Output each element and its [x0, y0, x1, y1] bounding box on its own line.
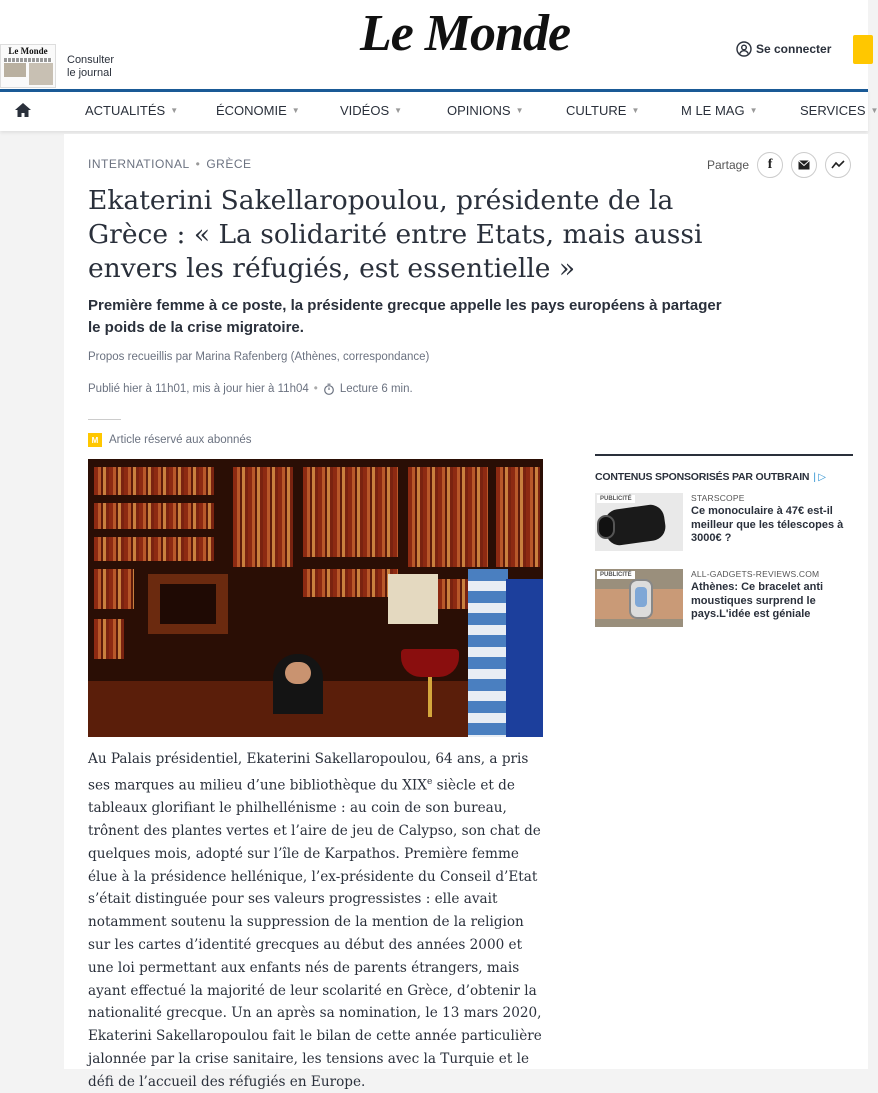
nav-label: ÉCONOMIE	[216, 103, 287, 118]
article-description: Première femme à ce poste, la présidente grecque appelle les pays européens à partager le poids de la crise migratoire.	[88, 297, 722, 336]
facebook-share-button[interactable]	[757, 152, 783, 178]
subscriber-notice	[88, 433, 252, 447]
breadcrumb-grece[interactable]: GRÈCE	[206, 157, 252, 171]
thumb-lines	[4, 58, 52, 62]
share-label: Partage	[707, 158, 750, 172]
thumb-image	[29, 63, 53, 85]
outbrain-icon: | ▷	[813, 471, 826, 483]
nav-label: CULTURE	[566, 103, 627, 118]
ad-headline: Ce monoculaire à 47€ est-il meilleur que les télescopes à 3000€ ?	[691, 505, 844, 544]
facebook-icon: f	[767, 157, 773, 172]
nav-item-services[interactable]	[800, 103, 878, 118]
chevron-down-icon: ▼	[170, 106, 179, 115]
subscriber-badge-icon: M	[88, 433, 102, 447]
sponsored-heading-label: CONTENUS SPONSORISÉS PAR OUTBRAIN	[595, 471, 810, 483]
body-text: Au Palais présidentiel, Ekaterini Sakellaropoulou, 64 ans, a pris ses marques au milieu d’une bibliothèque du XIX	[88, 751, 529, 794]
nav-item-actualites[interactable]	[85, 103, 178, 118]
ad-source: STARSCOPE	[691, 493, 745, 503]
breadcrumb	[88, 157, 252, 171]
user-icon	[736, 41, 752, 57]
nav-label: VIDÉOS	[340, 103, 390, 118]
body-text: siècle et de tableaux glorifiant le philhellénisme : au coin de son bureau, trônent des plantes vertes et l’aire de jeu de Calypso, son chat de quelques mois, adopté sur l’île de Karpathos. Première femme élue à la présidence hellénique, l’ex-présidente du Conseil d’Etat s’était distinguée pour ses valeurs progressistes : elle avait notamment soutenu la suppression de la mention de la religion sur les cartes d’identité grecques au début des années 2000 et une loi permettant aux enfants nés de parents étrangers, mais ayant effectué la majorité de leur scolarité en Grèce, d’obtenir la nationalité grecque. Un an après sa nomination, le 13 mars 2020, Ekaterini Sakellaropoulou fait le bilan de cette année particulière jalonnée par la crise sanitaire, les tensions avec la Turquie et le défi de l’accueil des réfugiés en Europe.	[88, 777, 542, 1090]
chevron-down-icon: ▼	[631, 106, 640, 115]
nav-label: SERVICES	[800, 103, 866, 118]
chevron-down-icon: ▼	[870, 106, 878, 115]
ad-image	[595, 569, 683, 627]
main-nav	[0, 89, 878, 131]
site-header	[0, 0, 868, 91]
nav-label: OPINIONS	[447, 103, 511, 118]
newspaper-thumb-title: Le Monde	[8, 46, 48, 56]
subscriber-label: Article réservé aux abonnés	[109, 434, 252, 446]
publication-meta	[88, 383, 413, 395]
divider	[88, 419, 121, 420]
sponsored-heading[interactable]	[595, 471, 826, 483]
timer-icon	[323, 383, 335, 395]
nav-label: ACTUALITÉS	[85, 103, 166, 118]
nav-item-economie[interactable]	[216, 103, 300, 118]
email-share-button[interactable]	[791, 152, 817, 178]
nav-item-opinions[interactable]	[447, 103, 524, 118]
meta-separator: •	[313, 383, 318, 395]
ad-headline: Athènes: Ce bracelet anti moustiques surprend le pays.L'idée est géniale	[691, 581, 824, 620]
subscribe-button[interactable]	[853, 35, 873, 64]
sidebar-rule	[595, 454, 853, 456]
login-button[interactable]	[736, 41, 831, 57]
article-body	[88, 748, 543, 1093]
nav-item-culture[interactable]	[566, 103, 639, 118]
chevron-down-icon: ▼	[394, 106, 403, 115]
breadcrumb-international[interactable]: INTERNATIONAL	[88, 157, 190, 171]
login-label: Se connecter	[756, 42, 832, 56]
article-photo	[88, 459, 543, 737]
sponsored-ad[interactable]	[595, 493, 855, 553]
share-bar	[707, 152, 851, 178]
home-icon[interactable]	[14, 102, 32, 118]
breadcrumb-separator: •	[195, 157, 201, 171]
newspaper-thumbnail[interactable]	[0, 44, 56, 88]
chevron-down-icon: ▼	[749, 106, 758, 115]
ad-source: ALL-GADGETS-REVIEWS.COM	[691, 569, 820, 579]
reading-time: Lecture 6 min.	[339, 383, 413, 395]
publication-date: Publié hier à 11h01, mis à jour hier à 11h04	[88, 383, 309, 395]
body-superscript: e	[426, 776, 433, 787]
thumb-image	[4, 63, 26, 77]
nav-item-m-le-mag[interactable]	[681, 103, 758, 118]
nav-label: M LE MAG	[681, 103, 745, 118]
site-logo[interactable]: Le Monde	[359, 5, 571, 62]
ad-image	[595, 493, 683, 551]
ad-tag: PUBLICITÉ	[597, 495, 635, 503]
chevron-down-icon: ▼	[291, 106, 300, 115]
article-title: Ekaterini Sakellaropoulou, présidente de la Grèce : « La solidarité entre Etats, mais aussi envers les réfugiés, est essentielle »	[88, 185, 703, 284]
sponsored-ad[interactable]	[595, 569, 855, 629]
ad-tag: PUBLICITÉ	[597, 571, 635, 579]
messenger-icon	[831, 160, 845, 170]
article-author: Propos recueillis par Marina Rafenberg (Athènes, correspondance)	[88, 351, 430, 363]
messenger-share-button[interactable]	[825, 152, 851, 178]
chevron-down-icon: ▼	[515, 106, 524, 115]
consult-journal-link[interactable]: Consulter le journal	[67, 54, 115, 79]
nav-item-videos[interactable]	[340, 103, 402, 118]
mail-icon	[798, 160, 810, 170]
